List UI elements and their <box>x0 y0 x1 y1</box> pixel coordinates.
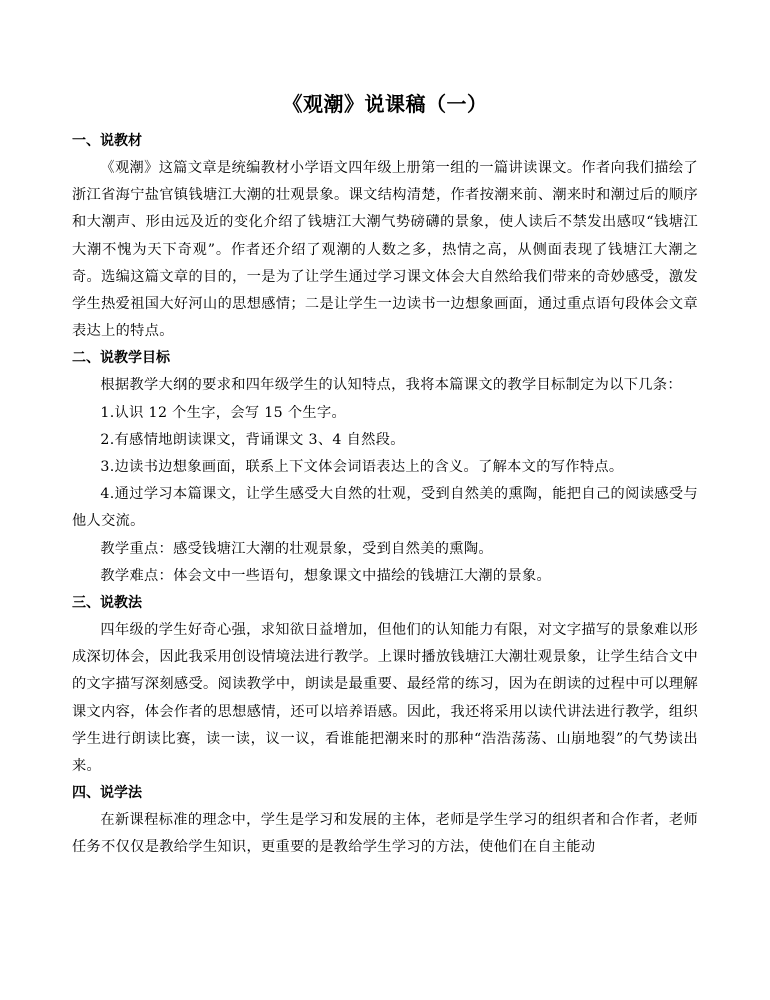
section-heading-teaching-method: 三、说教法 <box>72 595 142 612</box>
goal-item-1: 1.认识 12 个生字，会写 15 个生字。 <box>100 404 347 421</box>
teaching-difficult-point: 教学难点：体会文中一些语句，想象课文中描绘的钱塘江大潮的景象。 <box>100 567 552 584</box>
goal-item-3: 3.边读书边想象画面，联系上下文体会词语表达上的含义。了解本文的写作特点。 <box>100 459 624 476</box>
paragraph-teaching-method: 四年级的学生好奇心强，求知欲日益增加，但他们的认知能力有限，对文字描写的景象难以形成深切体会，因此我采用创设情境法进行教学。上课时播放钱塘江大潮壮观景象，让学生结合文中的文字描写深刻感受。阅读教学中，朗读是最重要、最经常的练习，因为在朗读的过程中可以理解课文内容，体会作者的思想感情，还可以培养语感。因此，我还将采用以读代讲法进行教学，组织学生进行朗读比赛，读一读，议一议，看谁能把潮来时的那种“浩浩荡荡、山崩地裂”的气势读出来。 <box>72 622 698 775</box>
paragraph-learning-method: 在新课程标准的理念中，学生是学习和发展的主体，老师是学生学习的组织者和合作者，老师任务不仅仅是教给学生知识，更重要的是教给学生学习的方法，使他们在自主能动 <box>72 812 698 856</box>
paragraph-teaching-material: 《观潮》这篇文章是统编教材小学语文四年级上册第一组的一篇讲读课文。作者向我们描绘了浙江省海宁盐官镇钱塘江大潮的壮观景象。课文结构清楚，作者按潮来前、潮来时和潮过后的顺序和大潮声、形由远及近的变化介绍了钱塘江大潮气势磅礴的景象，使人读后不禁发出感叹“钱塘江大潮不愧为天下奇观”。作者还介绍了观潮的人数之多，热情之高，从侧面表现了钱塘江大潮之奇。选编这篇文章的目的，一是为了让学生通过学习课文体会大自然给我们带来的奇妙感受，激发学生热爱祖国大好河山的思想感情；二是让学生一边读书一边想象画面，通过重点语句段体会文章表达上的特点。 <box>72 160 698 340</box>
section-heading-teaching-material: 一、说教材 <box>72 133 142 149</box>
section-heading-learning-method: 四、说学法 <box>72 785 142 802</box>
goal-item-2: 2.有感情地朗读课文，背诵课文 3、4 自然段。 <box>100 431 405 448</box>
section-heading-teaching-goals: 二、说教学目标 <box>72 350 170 367</box>
teaching-key-point: 教学重点：感受钱塘江大潮的壮观景象，受到自然美的熏陶。 <box>100 540 493 557</box>
paragraph-goals-intro: 根据教学大纲的要求和四年级学生的认知特点，我将本篇课文的教学目标制定为以下几条： <box>100 377 682 394</box>
document-title: 《观潮》说课稿（一） <box>282 92 488 116</box>
goal-item-4: 4.通过学习本篇课文，让学生感受大自然的壮观，受到自然美的熏陶，能把自己的阅读感受与他人交流。 <box>72 486 698 530</box>
document-page <box>72 90 698 862</box>
